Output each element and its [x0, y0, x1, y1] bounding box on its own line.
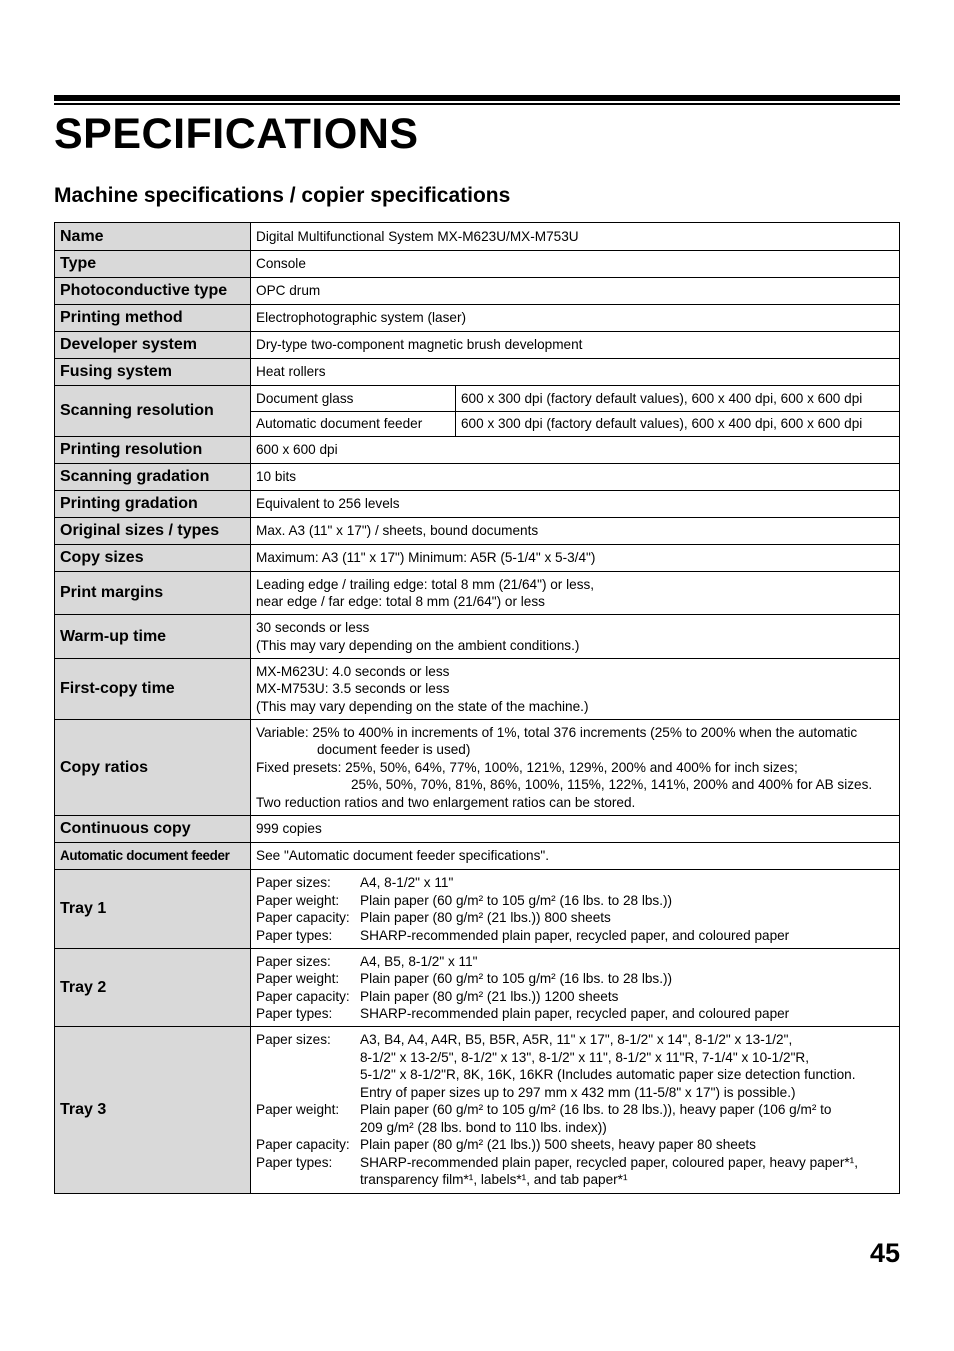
spec-value: Plain paper (80 g/m² (21 lbs.)) 800 sheets — [360, 910, 611, 925]
spec-value: A4, B5, 8-1/2" x 11" — [360, 953, 478, 969]
spec-value — [360, 1031, 894, 1101]
spec-key: Paper types: — [256, 927, 333, 943]
sub-label: Automatic document feeder — [251, 412, 456, 437]
spec-key: Paper weight: — [256, 892, 340, 908]
text-line: SHARP-recommended plain paper, recycled paper, coloured paper, heavy paper*¹, — [360, 1154, 858, 1170]
table-row — [55, 843, 900, 870]
row-label: Fusing system — [55, 359, 251, 386]
row-label: Printing resolution — [55, 437, 251, 464]
spec-value: Plain paper (60 g/m² to 105 g/m² (16 lbs. to 28 lbs.)) — [360, 892, 673, 908]
row-value: Dry-type two-component magnetic brush development — [251, 332, 900, 359]
spec-value: SHARP-recommended plain paper, recycled paper, and coloured paper — [360, 927, 790, 943]
text-line: Entry of paper sizes up to 297 mm x 432 mm (11-5/8" x 17") is possible.) — [360, 1084, 796, 1100]
text-line: 30 seconds or less — [256, 620, 370, 635]
row-label: Printing method — [55, 305, 251, 332]
row-value: 600 x 300 dpi (factory default values), 600 x 400 dpi, 600 x 600 dpi — [456, 412, 900, 437]
table-row — [55, 949, 900, 1027]
spec-key: Paper types: — [256, 1006, 333, 1021]
spec-key: Paper types: — [256, 1154, 333, 1170]
table-row — [55, 1027, 900, 1194]
tray-spec-list — [256, 953, 894, 1023]
text-line: Plain paper (60 g/m² to 105 g/m² (16 lbs. to 28 lbs.)), heavy paper (106 g/m² to — [360, 1102, 832, 1118]
row-value: Digital Multifunctional System MX-M623U/MX-M753U — [251, 223, 900, 251]
spec-key: Paper weight: — [256, 1102, 340, 1118]
spec-value: Plain paper (80 g/m² (21 lbs.)) 1200 sheets — [360, 988, 619, 1004]
row-label: Printing gradation — [55, 491, 251, 518]
row-value: 999 copies — [251, 816, 900, 843]
page-title: SPECIFICATIONS — [54, 110, 419, 158]
text-line: (This may vary depending on the state of the machine.) — [256, 698, 589, 714]
row-value: Maximum: A3 (11" x 17") Minimum: A5R (5-1/4" x 5-3/4") — [251, 545, 900, 572]
row-label: Tray 1 — [55, 870, 251, 949]
text-line: (This may vary depending on the ambient conditions.) — [256, 637, 580, 653]
spec-value — [360, 1154, 894, 1189]
row-label: Tray 2 — [55, 949, 251, 1027]
row-label: Print margins — [55, 572, 251, 615]
spec-key: Paper weight: — [256, 971, 340, 986]
table-row — [55, 659, 900, 720]
row-value — [251, 1027, 900, 1194]
table-row — [55, 518, 900, 545]
spec-key: Paper sizes: — [256, 953, 331, 969]
table-row — [55, 491, 900, 518]
text-line: MX-M623U: 4.0 seconds or less — [256, 663, 450, 679]
row-value: 10 bits — [251, 464, 900, 491]
row-value: Max. A3 (11" x 17") / sheets, bound documents — [251, 518, 900, 545]
row-value — [251, 572, 900, 615]
table-row — [55, 870, 900, 949]
text-line: near edge / far edge: total 8 mm (21/64") or less — [256, 594, 545, 609]
row-value: 600 x 300 dpi (factory default values), 600 x 400 dpi, 600 x 600 dpi — [456, 386, 900, 412]
specifications-table — [54, 222, 900, 1194]
table-row — [55, 545, 900, 572]
row-label: First-copy time — [55, 659, 251, 720]
row-value — [251, 949, 900, 1027]
row-label: Type — [55, 251, 251, 278]
row-label: Warm-up time — [55, 615, 251, 659]
text-line: Variable: 25% to 400% in increments of 1%, total 376 increments (25% to 200% when the automatic — [256, 724, 858, 740]
spec-key: Paper sizes: — [256, 875, 331, 890]
sub-label: Document glass — [251, 386, 456, 412]
row-value — [251, 870, 900, 949]
row-value: Console — [251, 251, 900, 278]
spec-value: Plain paper (60 g/m² to 105 g/m² (16 lbs. to 28 lbs.)) — [360, 971, 673, 986]
text-line: Two reduction ratios and two enlargement ratios can be stored. — [256, 794, 636, 810]
row-label: Scanning resolution — [55, 386, 251, 437]
spec-key: Paper sizes: — [256, 1032, 331, 1048]
spec-value: A4, 8-1/2" x 11" — [360, 875, 454, 890]
text-line: document feeder is used) — [317, 742, 471, 758]
row-label: Photoconductive type — [55, 278, 251, 305]
tray-spec-list — [256, 1031, 894, 1189]
spec-key: Paper capacity: — [256, 910, 350, 925]
table-row — [55, 816, 900, 843]
table-row — [55, 386, 900, 412]
row-value — [251, 720, 900, 816]
table-row — [55, 359, 900, 386]
row-value: OPC drum — [251, 278, 900, 305]
text-line: Fixed presets: 25%, 50%, 64%, 77%, 100%, 121%, 129%, 200% and 400% for inch sizes; — [256, 759, 798, 775]
row-label: Name — [55, 223, 251, 251]
text-line: 25%, 50%, 70%, 81%, 86%, 100%, 115%, 122%, 141%, 200% and 400% for AB sizes. — [351, 777, 873, 793]
table-row — [55, 464, 900, 491]
text-line: A3, B4, A4, A4R, B5, B5R, A5R, 11" x 17", 8-1/2" x 14", 8-1/2" x 13-1/2", — [360, 1032, 793, 1048]
row-value: Equivalent to 256 levels — [251, 491, 900, 518]
table-row — [55, 572, 900, 615]
text-line: 5-1/2" x 8-1/2"R, 8K, 16K, 16KR (Includes automatic paper size detection function. — [360, 1067, 856, 1083]
row-value: See "Automatic document feeder specifications". — [251, 843, 900, 870]
row-value — [251, 615, 900, 659]
table-row — [55, 278, 900, 305]
row-label: Automatic document feeder — [55, 843, 251, 870]
header-rule-thin — [54, 103, 900, 105]
text-line: 209 g/m² (28 lbs. bond to 110 lbs. index)) — [360, 1119, 607, 1135]
row-label: Original sizes / types — [55, 518, 251, 545]
table-row — [55, 251, 900, 278]
spec-value — [360, 1101, 894, 1136]
page-number: 45 — [869, 1238, 900, 1268]
text-line: MX-M753U: 3.5 seconds or less — [256, 681, 450, 697]
spec-value: SHARP-recommended plain paper, recycled paper, and coloured paper — [360, 1006, 790, 1021]
row-label: Developer system — [55, 332, 251, 359]
header-rule-thick — [54, 95, 900, 101]
tray-spec-list — [256, 874, 894, 944]
row-label: Copy ratios — [55, 720, 251, 816]
text-line: 8-1/2" x 13-2/5", 8-1/2" x 13", 8-1/2" x 11", 8-1/2" x 11"R, 7-1/4" x 10-1/2"R, — [360, 1049, 809, 1065]
row-value: 600 x 600 dpi — [251, 437, 900, 464]
table-row — [55, 437, 900, 464]
row-label: Copy sizes — [55, 545, 251, 572]
table-row — [55, 332, 900, 359]
section-title: Machine specifications / copier specifications — [54, 184, 511, 207]
row-label: Tray 3 — [55, 1027, 251, 1194]
table-row — [55, 720, 900, 816]
table-row — [55, 305, 900, 332]
spec-key: Paper capacity: — [256, 1137, 350, 1153]
row-value — [251, 659, 900, 720]
row-label: Continuous copy — [55, 816, 251, 843]
row-label: Scanning gradation — [55, 464, 251, 491]
table-row — [55, 223, 900, 251]
row-value: Electrophotographic system (laser) — [251, 305, 900, 332]
row-value: Heat rollers — [251, 359, 900, 386]
table-row — [55, 615, 900, 659]
text-line: transparency film*¹, labels*¹, and tab paper*¹ — [360, 1172, 628, 1188]
spec-value: Plain paper (80 g/m² (21 lbs.)) 500 sheets, heavy paper 80 sheets — [360, 1137, 756, 1153]
text-line: Leading edge / trailing edge: total 8 mm (21/64") or less, — [256, 576, 595, 592]
spec-key: Paper capacity: — [256, 988, 350, 1004]
